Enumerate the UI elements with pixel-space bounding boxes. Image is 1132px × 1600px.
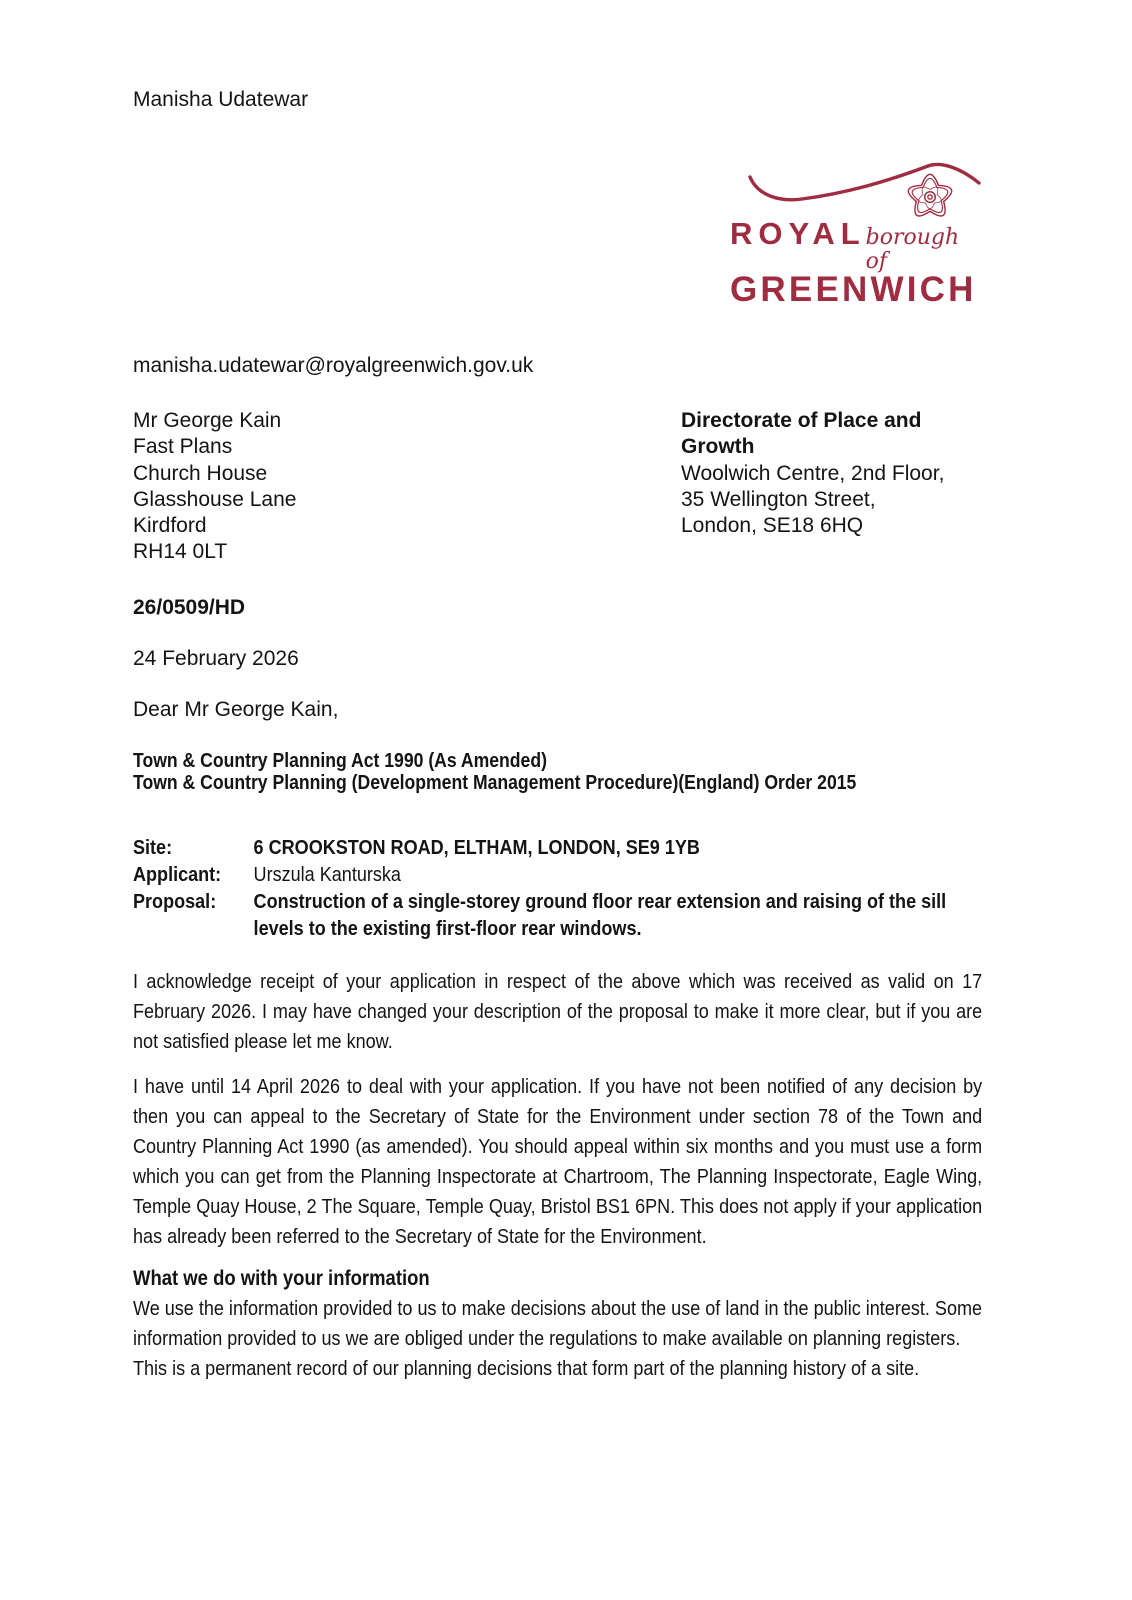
sender-address-line: Woolwich Centre, 2nd Floor, xyxy=(681,461,945,485)
recipient-name: Mr George Kain xyxy=(133,409,282,432)
sender-address-line: 35 Wellington Street, xyxy=(681,487,876,511)
applicant-label: Applicant: xyxy=(133,862,222,886)
applicant-value: Urszula Kanturska xyxy=(253,862,401,886)
logo-royal-text: ROYAL xyxy=(730,216,866,251)
swoosh-icon xyxy=(750,165,979,200)
site-value: 6 CROOKSTON ROAD, ELTHAM, LONDON, SE9 1YB xyxy=(253,835,700,859)
information-section xyxy=(133,1252,982,1384)
directorate-name: Directorate of Place and Growth xyxy=(681,409,922,459)
proposal-value: Construction of a single-storey ground floor rear extension and raising of the sill levels to the existing first-floor rear windows. xyxy=(253,889,947,940)
sender-address-line: London, SE18 6HQ xyxy=(681,514,864,538)
greenwich-logo xyxy=(730,152,982,308)
application-details xyxy=(133,834,982,942)
recipient-postcode: RH14 0LT xyxy=(133,540,228,564)
site-row xyxy=(133,834,982,861)
sender-email: manisha.udatewar@royalgreenwich.gov.uk xyxy=(133,354,534,377)
proposal-row xyxy=(133,888,982,942)
address-block xyxy=(133,408,982,566)
logo-artwork xyxy=(730,152,982,226)
sender-address xyxy=(681,408,982,566)
salutation: Dear Mr George Kain, xyxy=(133,697,339,721)
logo-borough-of-text: borough of xyxy=(865,225,960,274)
application-reference: 26/0509/HD xyxy=(133,595,246,619)
info-heading: What we do with your information xyxy=(133,1266,430,1290)
applicant-row xyxy=(133,861,982,888)
letter-date: 24 February 2026 xyxy=(133,646,299,670)
body-paragraph-acknowledgement: I acknowledge receipt of your application in respect of the above which was received as valid on 17 February 2026. I may have changed your description of the proposal to make it more clear, but if you are not satisfied please let me know. xyxy=(133,969,983,1053)
recipient-line: Glasshouse Lane xyxy=(133,487,297,511)
legislation-line: Town & Country Planning Act 1990 (As Amended) xyxy=(133,749,547,772)
logo-greenwich-text: GREENWICH xyxy=(730,270,977,309)
info-paragraph: We use the information provided to us to make decisions about the use of land in the public interest. Some information provided to us we are obliged under the regulations to make available on planning registers. This is a permanent record of our planning decisions that form part of the planning history of a site. xyxy=(133,1296,983,1380)
recipient-address xyxy=(133,408,681,566)
proposal-label: Proposal: xyxy=(133,889,217,913)
legislation-line: Town & Country Planning (Development Management Procedure)(England) Order 2015 xyxy=(133,771,857,794)
legislation-heading xyxy=(133,750,982,794)
author-name: Manisha Udatewar xyxy=(133,88,309,111)
site-label: Site: xyxy=(133,835,173,859)
body-paragraph-appeal-rights: I have until 14 April 2026 to deal with your application. If you have not been notified of any decision by then you can appeal to the Secretary of State for the Environment under section 78 of the Town and Country Planning Act 1990 (as amended). You should appeal within six months and you must use a form which you can get from the Planning Inspectorate at Chartroom, The Planning Inspectorate, Eagle Wing, Temple Quay House, 2 The Square, Temple Quay, Bristol BS1 6PN. This does not apply if your application has already been referred to the Secretary of State for the Environment. xyxy=(133,1074,983,1248)
tudor-rose-icon xyxy=(908,174,951,216)
recipient-line: Church House xyxy=(133,461,268,485)
recipient-line: Fast Plans xyxy=(133,435,233,459)
recipient-line: Kirdford xyxy=(133,514,207,538)
